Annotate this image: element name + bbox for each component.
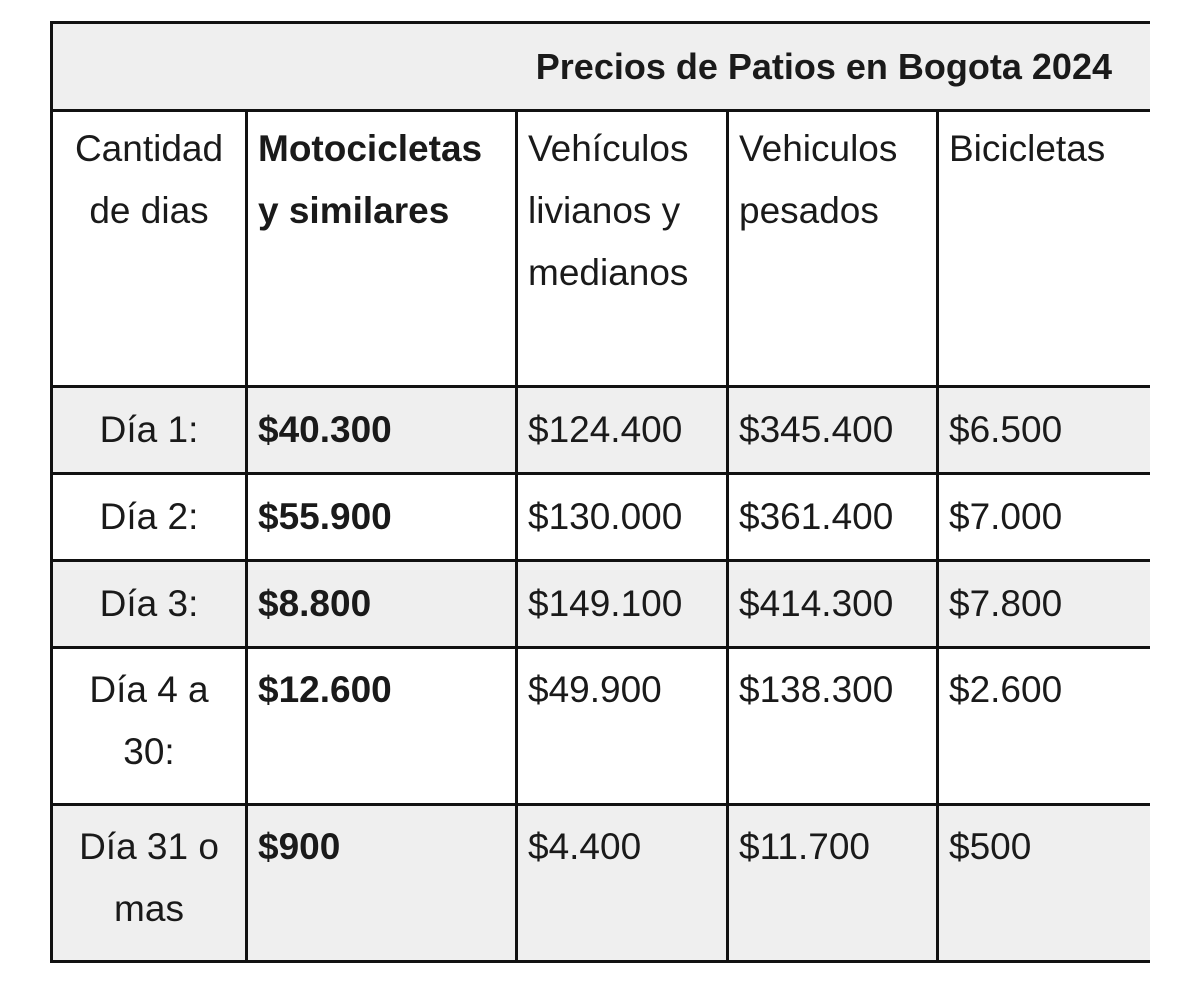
header-motorcycles: Motocicletas y similares	[247, 111, 517, 387]
cell-motorcycles: $12.600	[247, 648, 517, 805]
cell-bicycles: $7.000	[938, 474, 1151, 561]
cell-heavy-vehicles: $361.400	[728, 474, 938, 561]
cell-motorcycles: $55.900	[247, 474, 517, 561]
cell-light-vehicles: $49.900	[517, 648, 728, 805]
cell-heavy-vehicles: $138.300	[728, 648, 938, 805]
table-row	[52, 474, 1151, 561]
cell-light-vehicles: $149.100	[517, 561, 728, 648]
table-row	[52, 648, 1151, 805]
cell-days: Día 4 a 30:	[52, 648, 247, 805]
price-table-container	[50, 21, 1150, 969]
cell-days: Día 3:	[52, 561, 247, 648]
cell-motorcycles: $40.300	[247, 387, 517, 474]
cell-bicycles: $500	[938, 805, 1151, 962]
cell-motorcycles: $8.800	[247, 561, 517, 648]
table-title-row	[52, 23, 1151, 111]
header-light-vehicles: Vehículos livianos y medianos	[517, 111, 728, 387]
header-heavy-vehicles: Vehiculos pesados	[728, 111, 938, 387]
table-row	[52, 387, 1151, 474]
table-title: Precios de Patios en Bogota 2024	[52, 23, 1151, 111]
header-bicycles: Bicicletas	[938, 111, 1151, 387]
cell-bicycles: $2.600	[938, 648, 1151, 805]
price-table	[50, 21, 1150, 963]
cell-bicycles: $7.800	[938, 561, 1151, 648]
cell-days: Día 1:	[52, 387, 247, 474]
cell-days: Día 31 o mas	[52, 805, 247, 962]
cell-light-vehicles: $130.000	[517, 474, 728, 561]
table-row	[52, 561, 1151, 648]
cell-heavy-vehicles: $11.700	[728, 805, 938, 962]
cell-heavy-vehicles: $414.300	[728, 561, 938, 648]
header-days: Cantidad de dias	[52, 111, 247, 387]
cell-light-vehicles: $4.400	[517, 805, 728, 962]
cell-light-vehicles: $124.400	[517, 387, 728, 474]
cell-motorcycles: $900	[247, 805, 517, 962]
cell-days: Día 2:	[52, 474, 247, 561]
table-row	[52, 805, 1151, 962]
table-header-row	[52, 111, 1151, 387]
cell-heavy-vehicles: $345.400	[728, 387, 938, 474]
cell-bicycles: $6.500	[938, 387, 1151, 474]
